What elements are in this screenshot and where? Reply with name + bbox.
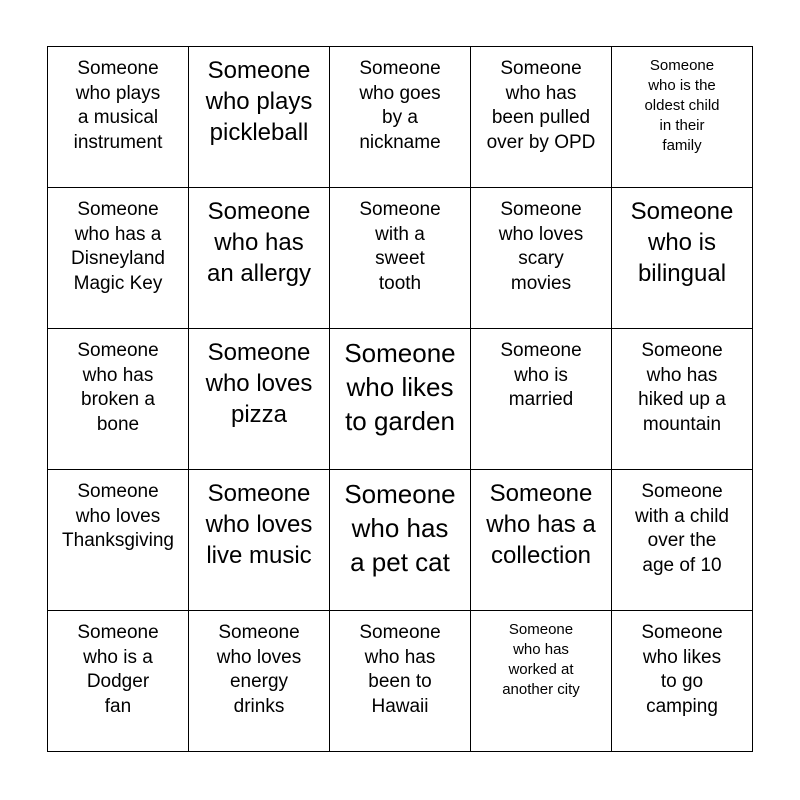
cell-text: Someone with a child over the age of 10	[635, 481, 729, 576]
bingo-cell[interactable]	[471, 611, 612, 752]
bingo-cell[interactable]	[612, 611, 753, 752]
cell-text: Someone who loves scary movies	[498, 199, 584, 294]
bingo-cell[interactable]	[612, 47, 753, 188]
cell-text: Someone who has broken a bone	[77, 340, 159, 435]
cell-text: Someone who plays a musical instrument	[73, 58, 163, 153]
bingo-cell[interactable]	[471, 329, 612, 470]
bingo-cell[interactable]	[612, 329, 753, 470]
bingo-cell[interactable]	[471, 188, 612, 329]
cell-text: Someone who has worked at another city	[502, 621, 580, 698]
bingo-cell[interactable]	[189, 611, 330, 752]
bingo-cell[interactable]	[471, 47, 612, 188]
bingo-cell[interactable]	[48, 611, 189, 752]
cell-text: Someone who has a Disneyland Magic Key	[71, 199, 165, 294]
cell-text: Someone who has hiked up a mountain	[638, 340, 726, 435]
bingo-cell[interactable]	[330, 470, 471, 611]
cell-text: Someone who is the oldest child in their family	[644, 57, 720, 154]
bingo-cell[interactable]	[330, 47, 471, 188]
bingo-cell[interactable]	[48, 329, 189, 470]
bingo-cell[interactable]	[612, 188, 753, 329]
bingo-cell[interactable]	[330, 329, 471, 470]
bingo-cell[interactable]	[330, 188, 471, 329]
cell-text: Someone who is a Dodger fan	[77, 622, 159, 717]
bingo-cell[interactable]	[48, 47, 189, 188]
cell-text: Someone who plays pickleball	[205, 57, 313, 146]
bingo-cell[interactable]	[189, 470, 330, 611]
bingo-cell[interactable]	[471, 470, 612, 611]
cell-text: Someone who has been to Hawaii	[359, 622, 441, 717]
cell-text: Someone who likes to go camping	[641, 622, 723, 717]
cell-text: Someone who likes to garden	[344, 338, 456, 436]
cell-text: Someone who loves live music	[205, 480, 313, 569]
bingo-cell[interactable]	[189, 329, 330, 470]
bingo-cell[interactable]	[48, 470, 189, 611]
cell-text: Someone who goes by a nickname	[359, 58, 441, 153]
cell-text: Someone who has a pet cat	[344, 479, 456, 577]
cell-text: Someone who has been pulled over by OPD	[486, 58, 596, 153]
cell-text: Someone who is bilingual	[630, 198, 734, 287]
bingo-board	[47, 46, 753, 752]
cell-text: Someone who has a collection	[486, 480, 596, 569]
bingo-cell[interactable]	[189, 47, 330, 188]
cell-text: Someone who loves Thanksgiving	[62, 481, 174, 551]
cell-text: Someone who loves energy drinks	[216, 622, 302, 717]
cell-text: Someone who has an allergy	[206, 198, 312, 287]
cell-text: Someone who is married	[500, 340, 582, 410]
bingo-cell[interactable]	[189, 188, 330, 329]
bingo-cell[interactable]	[330, 611, 471, 752]
cell-text: Someone who loves pizza	[205, 339, 313, 428]
bingo-cell[interactable]	[612, 470, 753, 611]
cell-text: Someone with a sweet tooth	[359, 199, 441, 294]
bingo-cell[interactable]	[48, 188, 189, 329]
